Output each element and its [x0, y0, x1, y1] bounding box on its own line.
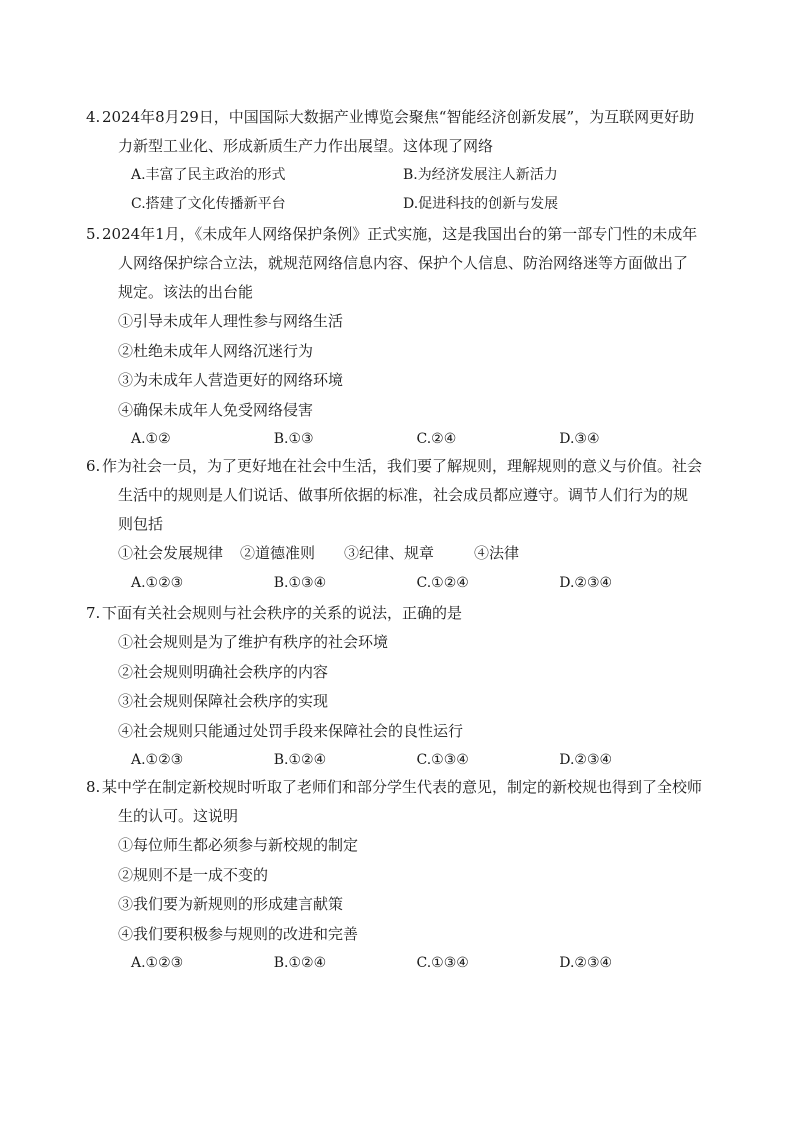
statement-3: ③社会规则保障社会秩序的实现: [118, 692, 329, 710]
answer-options: [102, 949, 702, 979]
statement-2: ②规则不是一成不变的: [118, 865, 269, 884]
statements-row: [102, 539, 702, 569]
option-b[interactable]: B.①②④: [273, 955, 327, 971]
option-d[interactable]: D.促进科技的创新与发展: [403, 196, 559, 212]
option-c[interactable]: C.②④: [416, 431, 457, 447]
answer-options: [102, 569, 702, 599]
question-7: [86, 599, 702, 776]
statement-4: ④我们要积极参与规则的改进和完善: [118, 924, 359, 943]
question-text: 2024年8月29日，中国国际大数据产业博览会聚焦“智能经济创新发展”，为互联网更好助力新型工业化、形成新质生产力作出展望。这体现了网络: [102, 108, 695, 155]
statement-4: ④确保未成年人免受网络侵害: [118, 400, 314, 419]
question-text: 某中学在制定新校规时听取了老师们和部分学生代表的意见，制定的新校规也得到了全校师生的认可。这说明: [102, 778, 703, 825]
answer-options: [102, 746, 702, 776]
option-d[interactable]: D.②③④: [559, 574, 613, 591]
statement-4: ④法律: [474, 544, 520, 562]
question-stem: 5. 2024年1月，《未成年人网络保护条例》正式实施，这是我国出台的第一部专门性的未成年人网络保护综合立法，就规范网络信息内容、保护个人信息、防治网络迷等方面做出了规定。该法的出台能: [86, 225, 698, 301]
option-b[interactable]: B.①②④: [273, 752, 327, 768]
statement-3: ③我们要为新规则的形成建言献策: [118, 895, 344, 913]
question-text: 下面有关社会规则与社会秩序的关系的说法，正确的是: [102, 604, 463, 622]
option-d[interactable]: D.②③④: [559, 752, 613, 768]
option-b[interactable]: B.为经济发展注人新活力: [403, 167, 558, 183]
answer-options: [102, 161, 702, 219]
statement-4: ④社会规则只能通过处罚手段来保障社会的良性运行: [118, 721, 464, 740]
option-d[interactable]: D.②③④: [559, 955, 613, 971]
statement-2: ②杜绝未成年人网络沉迷行为: [118, 341, 314, 360]
question-4: [86, 103, 702, 219]
option-c[interactable]: C.①③④: [416, 955, 469, 971]
option-c[interactable]: C.①②④: [416, 574, 469, 591]
answer-options: [102, 425, 702, 455]
option-b[interactable]: B.①③: [273, 431, 314, 447]
option-c[interactable]: C.搭建了文化传播新平台: [131, 196, 286, 212]
option-a[interactable]: A.①②③: [131, 955, 184, 971]
statement-1: ①每位师生都必须参与新校规的制定: [118, 836, 359, 854]
statement-2: ②道德准则: [240, 544, 316, 562]
question-8: [86, 773, 703, 979]
statement-1: ①引导未成年人理性参与网络生活: [118, 312, 344, 330]
option-b[interactable]: B.①③④: [273, 574, 327, 591]
option-a[interactable]: A.①②: [131, 431, 171, 447]
option-d[interactable]: D.③④: [559, 431, 600, 447]
option-c[interactable]: C.①③④: [416, 752, 469, 768]
question-5: [86, 220, 702, 455]
question-stem: 8. 某中学在制定新校规时听取了老师们和部分学生代表的意见，制定的新校规也得到了全校师生的认可。这说明: [86, 778, 703, 825]
option-a[interactable]: A.①②③: [131, 752, 184, 768]
question-stem: 4. 2024年8月29日，中国国际大数据产业博览会聚焦“智能经济创新发展”，为互联网更好助力新型工业化、形成新质生产力作出展望。这体现了网络: [86, 108, 695, 155]
question-stem: 6. 作为社会一员，为了更好地在社会中生活，我们要了解规则，理解规则的意义与价值。社会生活中的规则是人们说话、做事所依据的标准，社会成员都应遵守。调节人们行为的规则包括: [86, 457, 703, 533]
question-stem: 7. 下面有关社会规则与社会秩序的关系的说法，正确的是: [86, 604, 463, 622]
question-text: 2024年1月，《未成年人网络保护条例》正式实施，这是我国出台的第一部专门性的未成年人网络保护综合立法，就规范网络信息内容、保护个人信息、防治网络迷等方面做出了规定。该法的出台能: [102, 225, 698, 301]
question-6: [86, 452, 703, 598]
option-a[interactable]: A.丰富了民主政治的形式: [131, 167, 286, 183]
statement-1: ①社会规则是为了维护有秩序的社会环境: [118, 633, 389, 651]
statement-1: ①社会发展规律: [118, 544, 224, 562]
statement-3: ③为未成年人营造更好的网络环境: [118, 371, 344, 389]
statement-3: ③纪律、规章: [344, 544, 435, 562]
statement-2: ②社会规则明确社会秩序的内容: [118, 662, 329, 681]
option-a[interactable]: A.①②③: [131, 574, 184, 591]
question-text: 作为社会一员，为了更好地在社会中生活，我们要了解规则，理解规则的意义与价值。社会生活中的规则是人们说话、做事所依据的标准，社会成员都应遵守。调节人们行为的规则包括: [102, 457, 703, 533]
